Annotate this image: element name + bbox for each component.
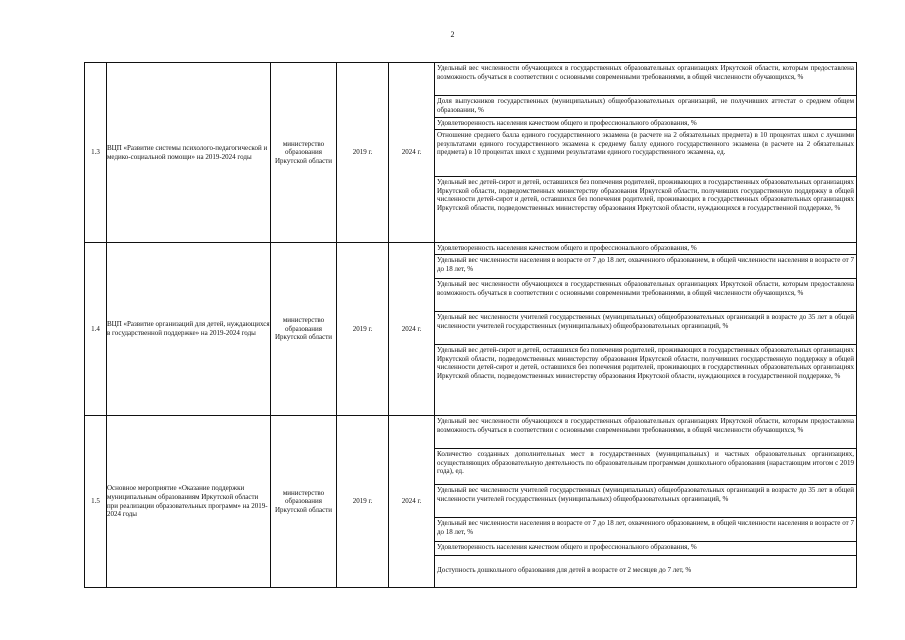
indicator: Удельный вес численности обучающихся в государственных образовательных организациях Иркутской области, которым предоставлена возможность обучаться в соответствии с основными современными требованиями, в общей численности обучающихся, % (435, 63, 856, 96)
indicator: Количество созданных дополнительных мест в государственных (муниципальных) и частных образовательных организациях, осуществляющих образовательную деятельность по образовательным программам дошкольного образования (нарастающим итогом с 2019 года), ед. (435, 449, 856, 485)
row-number: 1.5 (85, 416, 107, 588)
indicator: Удельный вес численности учителей государственных (муниципальных) общеобразовательных организаций в возрасте до 35 лет в общей численности учителей государственных (муниципальных) общеобразовательных организаций, % (435, 312, 856, 345)
start-year: 2019 г. (337, 243, 389, 416)
indicator: Удовлетворенность населения качеством общего и профессионального образования, % (435, 118, 856, 130)
indicator: Удельный вес численности населения в возрасте от 7 до 18 лет, охваченного образованием, в общей численности населения в возрасте от 7 до 18 лет, % (435, 518, 856, 542)
table-row (85, 63, 857, 243)
indicator: Отношение среднего балла единого государственного экзамена (в расчете на 2 обязательных предмета) в 10 процентах школ с лучшими результатами единого государственного экзамена к среднему баллу единого государственного экзамена (в расчете на 2 обязательных предмета) в 10 процентах школ с худшими результатами единого государственного экзамена, ед. (435, 130, 856, 177)
executor: министерство образования Иркутской области (271, 416, 337, 588)
executor: министерство образования Иркутской области (271, 63, 337, 243)
start-year: 2019 г. (337, 63, 389, 243)
end-year: 2024 г. (389, 416, 435, 588)
indicator: Удовлетворенность населения качеством общего и профессионального образования, % (435, 243, 856, 255)
table-row (85, 243, 857, 416)
row-number: 1.4 (85, 243, 107, 416)
row-number: 1.3 (85, 63, 107, 243)
indicator: Удовлетворенность населения качеством общего и профессионального образования, % (435, 542, 856, 556)
page-number: 2 (450, 30, 455, 39)
start-year: 2019 г. (337, 416, 389, 588)
indicator: Удельный вес детей-сирот и детей, оставшихся без попечения родителей, проживающих в государственных образовательных организациях Иркутской области, подведомственных министерству образования Иркутской области, получивших государственную поддержку в общей численности детей-сирот и детей, оставшихся без попечения родителей, проживающих в государственных образовательных организациях Иркутской области, подведомственных министерству образования Иркутской области, нуждающихся в государственной поддержке, % (437, 178, 854, 212)
indicators-cell (435, 63, 857, 243)
indicator: Доля выпускников государственных (муниципальных) общеобразовательных организаций, не получивших аттестат о среднем общем образовании, % (435, 96, 856, 118)
end-year: 2024 г. (389, 63, 435, 243)
program-name: Основное мероприятие «Оказание поддержки муниципальным образованиям Иркутской области при реализации образовательных программ» на 2019-2024 годы (107, 416, 271, 588)
end-year: 2024 г. (389, 243, 435, 416)
indicator: Удельный вес численности обучающихся в государственных образовательных организациях Иркутской области, которым предоставлена возможность обучаться в соответствии с основными современными требованиями, в общей численности обучающихся, % (435, 279, 856, 312)
indicator: Удельный вес детей-сирот и детей, оставшихся без попечения родителей, проживающих в государственных образовательных организациях Иркутской области, подведомственных министерству образования Иркутской области, получивших государственную поддержку в общей численности детей-сирот и детей, оставшихся без попечения родителей, проживающих в государственных образовательных организациях Иркутской области, подведомственных министерству образования Иркутской области, нуждающихся в государственной поддержке, % (437, 346, 854, 380)
indicators-cell (435, 416, 857, 588)
program-name: ВЦП «Развитие организаций для детей, нуждающихся в государственной поддержке» на 2019-2024 годы (107, 243, 271, 416)
program-table (84, 62, 857, 588)
indicator: Удельный вес численности учителей государственных (муниципальных) общеобразовательных организаций в возрасте до 35 лет в общей численности учителей государственных (муниципальных) общеобразовательных организаций, % (435, 485, 856, 518)
executor: министерство образования Иркутской области (271, 243, 337, 416)
program-name: ВЦП «Развитие системы психолого-педагогической и медико-социальной помощи» на 2019-2024 годы (107, 63, 271, 243)
table-row (85, 416, 857, 588)
indicators-cell (435, 243, 857, 416)
indicator: Доступность дошкольного образования для детей в возрасте от 2 месяцев до 7 лет, % (437, 566, 692, 574)
indicator: Удельный вес численности населения в возрасте от 7 до 18 лет, охваченного образованием, в общей численности населения в возрасте от 7 до 18 лет, % (435, 255, 856, 279)
indicator: Удельный вес численности обучающихся в государственных образовательных организациях Иркутской области, которым предоставлена возможность обучаться в соответствии с основными современными требованиями, в общей численности обучающихся, % (435, 416, 856, 449)
